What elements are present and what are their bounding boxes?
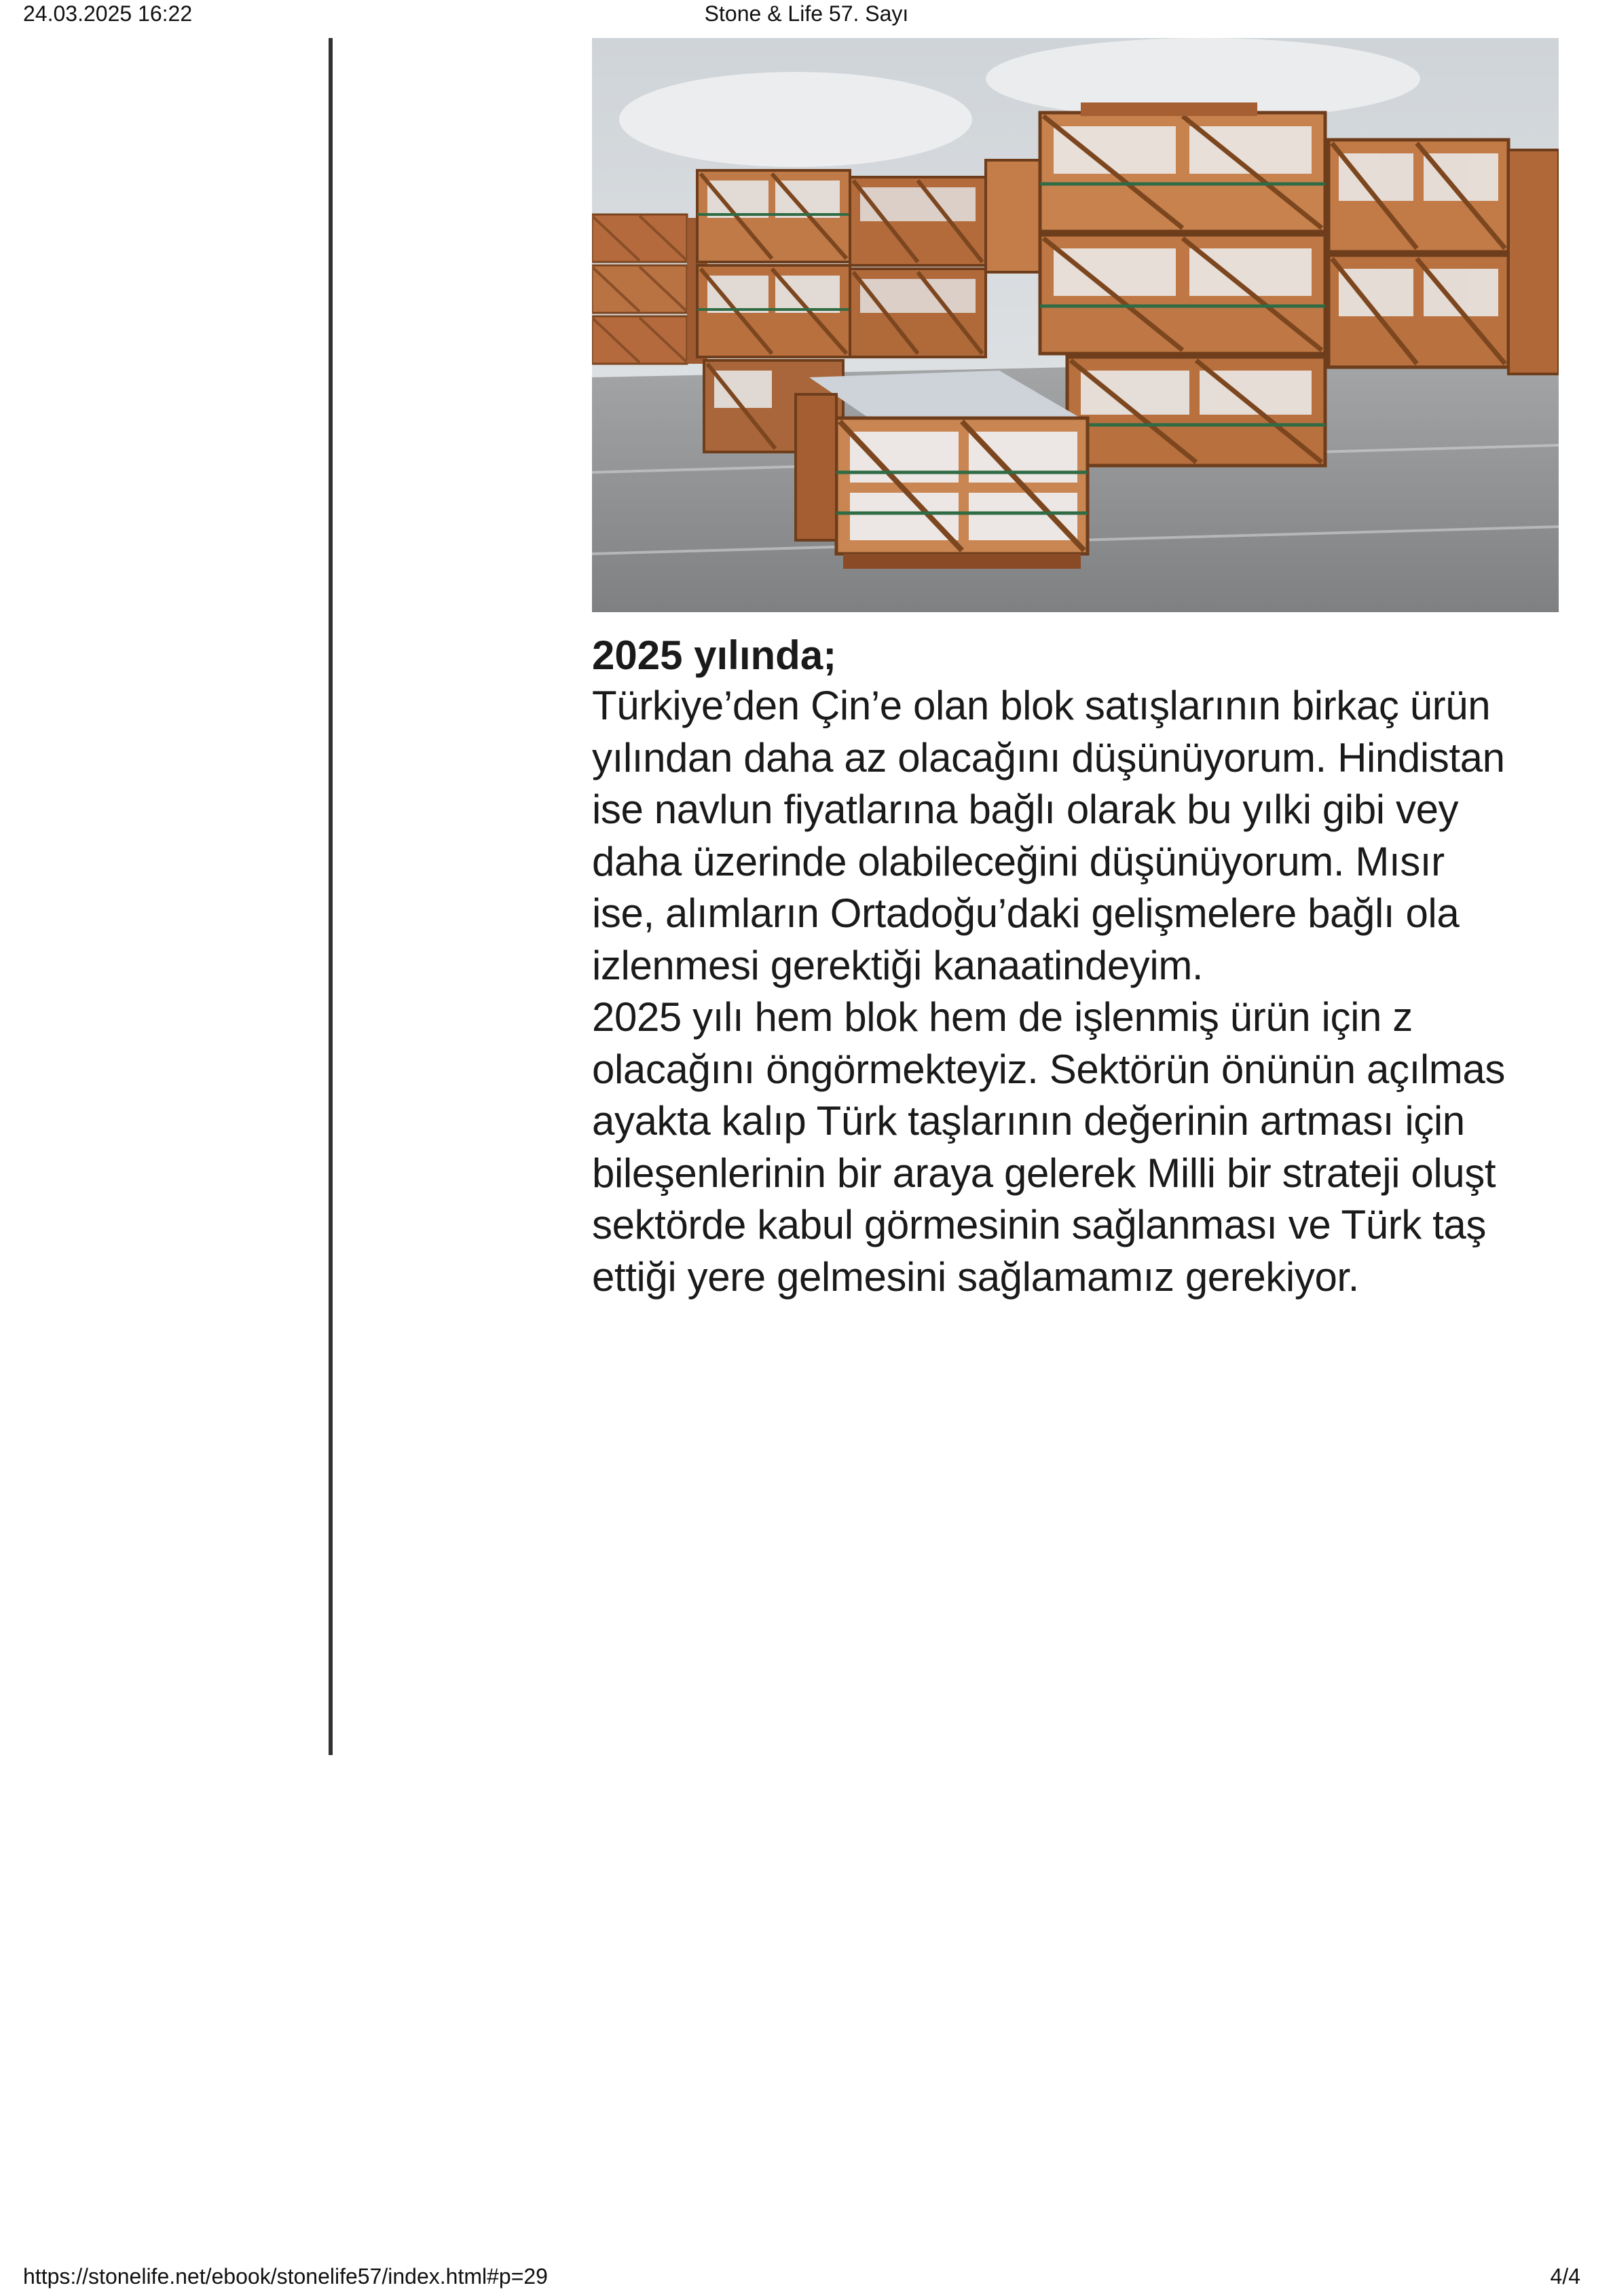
- article-photo: [592, 38, 1559, 612]
- print-source-url: https://stonelife.net/ebook/stonelife57/index.html#p=29: [23, 2264, 548, 2289]
- article-line: ise navlun fiyatlarına bağlı olarak bu yılki gibi vey: [592, 787, 1459, 832]
- article-line: ayakta kalıp Türk taşlarının değerinin artması için: [592, 1098, 1465, 1144]
- article-line: 2025 yılı hem blok hem de işlenmiş ürün için z: [592, 994, 1413, 1040]
- article-line: ettiği yere gelmesini sağlamamız gerekiyor.: [592, 1254, 1359, 1300]
- article-line: izlenmesi gerektiği kanaatindeyim.: [592, 942, 1204, 988]
- print-page-title: Stone & Life 57. Sayı: [704, 1, 909, 26]
- article-line: ise, alımların Ortadoğu’daki gelişmelere bağlı ola: [592, 890, 1460, 936]
- article-line: daha üzerinde olabileceğini düşünüyorum. Mısır: [592, 838, 1445, 884]
- page-divider: [329, 38, 333, 1755]
- print-date-time: 24.03.2025 16:22: [23, 1, 193, 26]
- article-line: Türkiye’den Çin’e olan blok satışlarının birkaç ürün: [592, 683, 1491, 728]
- article-line: olacağını öngörmekteyiz. Sektörün önünün açılmas: [592, 1046, 1505, 1092]
- article-heading: 2025 yılında;: [592, 633, 837, 678]
- article-line: bileşenlerinin bir araya gelerek Milli bir strateji oluşt: [592, 1150, 1496, 1196]
- article-line: sektörde kabul görmesinin sağlanması ve Türk taş: [592, 1202, 1487, 1247]
- print-page-number: 4/4: [1550, 2264, 1580, 2289]
- article-line: yılından daha az olacağını düşünüyorum. Hindistan: [592, 734, 1505, 780]
- article-body: [592, 631, 1559, 1317]
- crates-photo-illustration: [592, 38, 1559, 612]
